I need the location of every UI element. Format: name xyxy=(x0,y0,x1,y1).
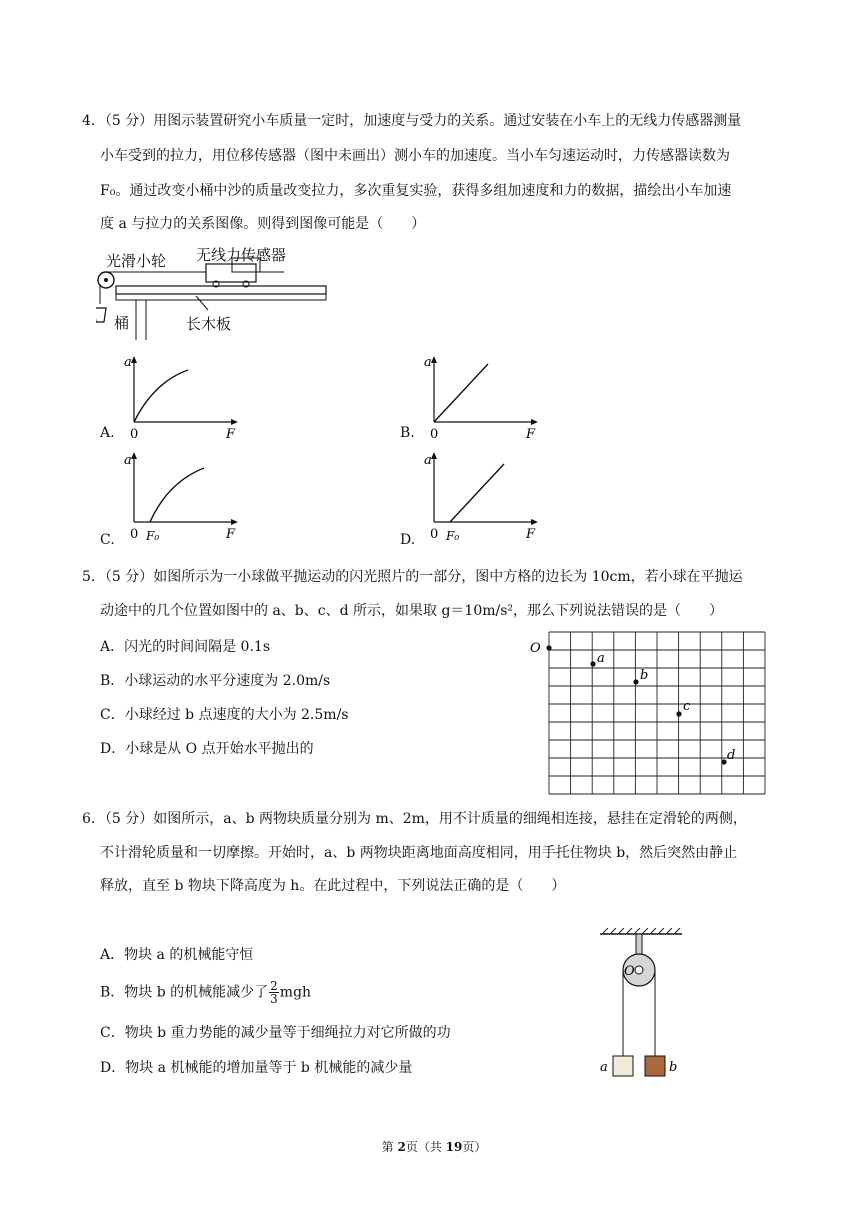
footer-total-pages: 19 xyxy=(445,1140,463,1154)
graph-c-x-label: F xyxy=(226,527,236,542)
q6-line-1: 6．（5 分）如图所示，a、b 两物块质量分别为 m、2m，用不计质量的细绳相连接，悬挂在定滑轮的两侧， xyxy=(82,811,747,827)
sensor-label: 无线力传感器 xyxy=(196,246,287,264)
q6-option-b-text: B．物块 b 的机械能减少了 xyxy=(100,984,269,1001)
q5-option-d: D．小球是从 O 点开始水平抛出的 xyxy=(100,741,314,757)
graph-a-letter: A. xyxy=(100,425,115,441)
block-b-label: b xyxy=(669,1060,678,1075)
point-b xyxy=(633,679,638,684)
label-o: O xyxy=(530,641,541,656)
label-c: c xyxy=(683,699,691,714)
board-label: 长木板 xyxy=(186,315,232,333)
q4-line-3: F₀。通过改变小桶中沙的质量改变拉力，多次重复实验，获得多组加速度和力的数据，描绘出小车加速 xyxy=(100,183,732,199)
graph-b xyxy=(418,352,544,442)
block-a-label: a xyxy=(600,1060,608,1075)
point-o xyxy=(546,645,551,650)
block-b-icon xyxy=(645,1056,665,1076)
point-d xyxy=(721,759,726,764)
q6-option-b-fraction: $\frac{2}{3}$ xyxy=(270,979,278,1006)
q5-option-c: C．小球经过 b 点速度的大小为 2.5m/s xyxy=(100,707,349,723)
footer-mid: 页（共 xyxy=(405,1140,446,1154)
q5-line-1: 5．（5 分）如图所示为一小球做平抛运动的闪光照片的一部分，图中方格的边长为 10cm，若小球在平抛运 xyxy=(82,569,743,585)
graph-c-origin: 0 xyxy=(130,527,139,542)
footer-pre: 第 xyxy=(381,1140,398,1154)
label-a: a xyxy=(597,651,605,666)
q6-pulley-figure xyxy=(594,928,690,1080)
cart-icon xyxy=(206,264,256,282)
q6-option-d: D．物块 a 机械能的增加量等于 b 机械能的减少量 xyxy=(100,1060,413,1076)
q6-option-c: C．物块 b 重力势能的减少量等于细绳拉力对它所做的功 xyxy=(100,1025,451,1041)
graph-a-origin: 0 xyxy=(130,427,139,442)
graph-d xyxy=(418,448,544,546)
q4-line-1: 4．（5 分）用图示装置研究小车质量一定时，加速度与受力的关系。通过安装在小车上的无线力传感器测量 xyxy=(82,113,742,129)
q4-line-2: 小车受到的拉力，用位移传感器（图中未画出）测小车的加速度。当小车匀速运动时，力传感器读数为 xyxy=(100,148,730,164)
graph-b-y-label: a xyxy=(424,355,432,370)
pulley-label: 光滑小轮 xyxy=(106,252,167,270)
q6-option-a: A．物块 a 的机械能守恒 xyxy=(100,947,254,963)
q5-line-2: 动途中的几个位置如图中的 a、b、c、d 所示，如果取 g＝10m/s²，那么下列说法错误的是（ ） xyxy=(100,603,724,619)
block-a-icon xyxy=(613,1056,633,1076)
graph-a xyxy=(118,352,244,442)
graph-b-origin: 0 xyxy=(430,427,439,442)
q6-option-b xyxy=(100,980,311,1005)
bucket-label: 桶 xyxy=(114,314,130,332)
graph-d-f0-label: F₀ xyxy=(446,529,460,543)
label-b: b xyxy=(640,668,649,683)
graph-c xyxy=(118,448,244,546)
graph-d-origin: 0 xyxy=(430,527,439,542)
footer-post: 页） xyxy=(462,1140,487,1154)
label-d: d xyxy=(727,748,736,763)
graph-a-y-label: a xyxy=(124,355,132,370)
graph-d-y-label: a xyxy=(424,453,432,468)
graph-c-y-label: a xyxy=(124,453,132,468)
graph-b-x-label: F xyxy=(526,427,536,442)
q5-option-b: B．小球运动的水平分速度为 2.0m/s xyxy=(100,673,331,689)
q6-option-b-unit: mgh xyxy=(279,984,312,1001)
graph-c-letter: C. xyxy=(100,532,115,548)
board-icon xyxy=(116,286,326,294)
graph-c-f0-label: F₀ xyxy=(146,529,160,543)
graph-b-letter: B. xyxy=(400,425,415,441)
point-a xyxy=(590,661,595,666)
graph-d-x-label: F xyxy=(526,527,536,542)
q5-option-a: A．闪光的时间间隔是 0.1s xyxy=(100,639,271,655)
graph-a-x-label: F xyxy=(226,427,236,442)
point-c xyxy=(676,711,681,716)
q6-line-3: 释放，直至 b 物块下降高度为 h。在此过程中，下列说法正确的是（ ） xyxy=(100,878,566,894)
graph-d-letter: D. xyxy=(400,532,416,548)
pulley-o-label: O xyxy=(624,964,635,979)
page-footer xyxy=(0,1138,868,1155)
q4-line-4: 度 a 与拉力的关系图像。则得到图像可能是（ ） xyxy=(100,216,426,232)
footer-page-number: 2 xyxy=(397,1140,406,1154)
q5-grid-figure xyxy=(528,630,772,798)
bucket-icon xyxy=(96,308,106,322)
q6-line-2: 不计滑轮质量和一切摩擦。开始时，a、b 两物块距离地面高度相同，用手托住物块 b，然后突然由静止 xyxy=(100,845,738,861)
